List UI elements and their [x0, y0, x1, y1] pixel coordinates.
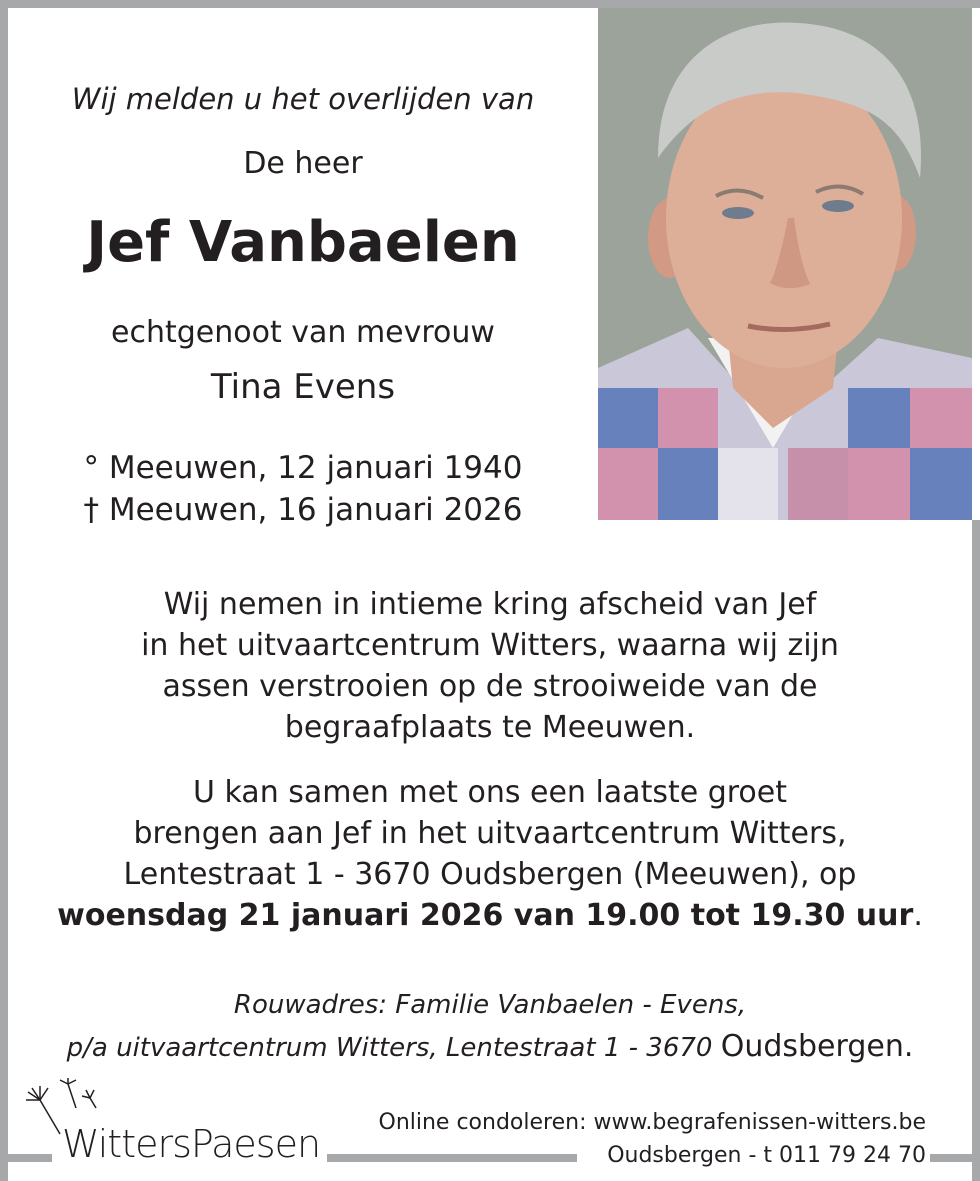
frame-left-border [0, 0, 8, 1181]
intro-text: Wij melden u het overlijden van [71, 82, 535, 116]
online-condolences-text: Online condoleren: www.begrafenissen-witters.be [378, 1110, 926, 1135]
address-line-1: Rouwadres: Familie Vanbaelen - Evens, [233, 990, 747, 1020]
farewell-line: in het uitvaartcentrum Witters, waarna wij zijn [141, 628, 839, 663]
visitation-line: U kan samen met ons een laatste groet [192, 775, 788, 810]
frame-bottom-border-right [930, 1154, 980, 1162]
farewell-paragraph [40, 584, 940, 748]
farewell-line: assen verstrooien op de strooiweide van de [162, 669, 818, 704]
address-line-2 [20, 1026, 960, 1069]
visitation-date-time: woensdag 21 januari 2026 van 19.00 tot 19.30 uur [57, 898, 914, 933]
address-line-2-text: p/a uitvaartcentrum Witters, Lentestraat 1 - 3670 [66, 1033, 713, 1063]
frame-top-border [0, 0, 980, 8]
farewell-line: Wij nemen in intieme kring afscheid van Jef [163, 587, 817, 622]
spouse-name: Tina Evens [210, 367, 396, 407]
witters-paesen-logo-text: WittersPaesen [62, 1122, 321, 1166]
spouse-label: echtgenoot van mevrouw [111, 315, 495, 350]
birth-line: ° Meeuwen, 12 januari 1940 [83, 450, 523, 486]
visitation-line: Lentestraat 1 - 3670 Oudsbergen (Meeuwen), op [123, 857, 857, 892]
contact-text: Oudsbergen - t 011 79 24 70 [607, 1143, 926, 1168]
visitation-date-period: . [913, 898, 923, 933]
farewell-line: begraafplaats te Meeuwen. [284, 710, 696, 745]
honorific: De heer [243, 146, 363, 181]
visitation-paragraph [40, 772, 940, 936]
death-line: † Meeuwen, 16 januari 2026 [83, 492, 523, 528]
portrait-photo [598, 8, 972, 520]
deceased-name: Jef Vanbaelen [86, 210, 520, 275]
visitation-line: brengen aan Jef in het uitvaartcentrum Witters, [133, 816, 847, 851]
address-city: Oudsbergen. [720, 1029, 914, 1064]
visitation-date-line [40, 895, 940, 936]
frame-bottom-border-middle [327, 1154, 577, 1162]
frame-right-border [972, 520, 980, 1181]
mourning-address [20, 984, 960, 1069]
